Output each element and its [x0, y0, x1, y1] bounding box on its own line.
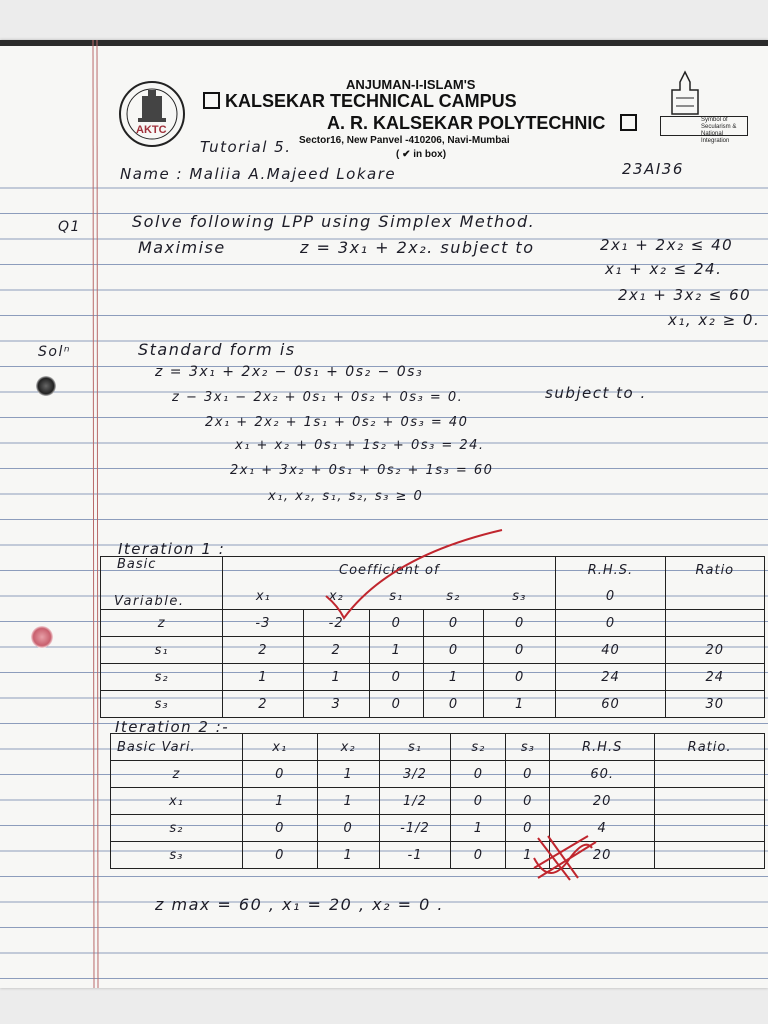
- header-coefficient: Coefficient of: [223, 557, 556, 584]
- red-check-mark: [320, 526, 510, 626]
- margin-line: [93, 40, 94, 988]
- subject-to: subject to .: [545, 384, 647, 402]
- value-cell: 1: [484, 691, 556, 718]
- constraint-3: 2x₁ + 3x₂ ≤ 60: [618, 286, 752, 304]
- basic-cell: z: [101, 610, 223, 637]
- value-cell: -1/2: [379, 815, 451, 842]
- iteration1-row: [101, 691, 765, 718]
- value-cell: 3: [303, 691, 369, 718]
- symbol-text: Symbol of Secularism & National Integration: [701, 117, 737, 144]
- standard-form-line4: x₁ + x₂ + 0s₁ + 1s₂ + 0s₃ = 24.: [235, 438, 485, 453]
- header-basic-1: Basic: [117, 557, 157, 572]
- iteration2-table: [110, 733, 765, 869]
- question-line1: Solve following LPP using Simplex Method.: [132, 212, 536, 231]
- ratio-cell: [655, 815, 765, 842]
- header-basic-2: Variable.: [114, 594, 185, 609]
- standard-form-line3: 2x₁ + 2x₂ + 1s₁ + 0s₂ + 0s₃ = 40: [205, 415, 469, 430]
- iteration2-row: [111, 842, 765, 869]
- value-cell: 0: [451, 842, 506, 869]
- value-cell: 0: [369, 664, 423, 691]
- value-cell: 0: [506, 788, 550, 815]
- basic-cell: s₂: [111, 815, 243, 842]
- standard-form-line2: z − 3x₁ − 2x₂ + 0s₁ + 0s₂ + 0s₃ = 0.: [172, 390, 464, 405]
- ratio-cell: [655, 788, 765, 815]
- solution-label: Solⁿ: [38, 344, 71, 360]
- iteration2-row: [111, 761, 765, 788]
- value-cell: 1: [451, 815, 506, 842]
- standard-form-heading: Standard form is: [138, 340, 296, 359]
- value-cell: 0: [451, 788, 506, 815]
- campus-name-text: KALSEKAR TECHNICAL CAMPUS: [225, 91, 517, 111]
- iteration1-row: [101, 637, 765, 664]
- value-cell: 0: [317, 815, 379, 842]
- value-cell: 1: [317, 842, 379, 869]
- rhs-cell: 60.: [550, 761, 655, 788]
- value-cell: 0: [451, 761, 506, 788]
- col-s2: s₂: [451, 734, 506, 761]
- value-cell: 0: [369, 691, 423, 718]
- question-objective: z = 3x₁ + 2x₂. subject to: [300, 238, 535, 257]
- col-x1: x₁: [242, 734, 317, 761]
- final-answer: z max = 60 , x₁ = 20 , x₂ = 0 .: [155, 895, 444, 914]
- basic-cell: x₁: [111, 788, 243, 815]
- logo-left-text: AKTC: [136, 124, 167, 136]
- iteration2-row: [111, 788, 765, 815]
- value-cell: 1: [242, 788, 317, 815]
- ratio-cell: 20: [665, 637, 764, 664]
- standard-form-line5: 2x₁ + 3x₂ + 0s₁ + 0s₂ + 1s₃ = 60: [230, 463, 494, 478]
- value-cell: 0: [506, 761, 550, 788]
- value-cell: 0: [369, 610, 423, 637]
- value-cell: 1: [423, 664, 483, 691]
- value-cell: 1: [317, 761, 379, 788]
- rhs-cell: 0: [556, 610, 665, 637]
- binder-hole-bottom: [31, 626, 53, 648]
- value-cell: 0: [484, 610, 556, 637]
- col-x2: x₂: [328, 588, 344, 604]
- constraint-1: 2x₁ + 2x₂ ≤ 40: [600, 236, 734, 254]
- value-cell: 0: [242, 815, 317, 842]
- ratio-cell: [655, 842, 765, 869]
- value-cell: 1: [317, 788, 379, 815]
- col-s3: s₃: [506, 734, 550, 761]
- value-cell: -1: [379, 842, 451, 869]
- value-cell: 0: [484, 664, 556, 691]
- value-cell: -2: [303, 610, 369, 637]
- college-logo-left: [118, 80, 186, 148]
- col-s2: s₂: [446, 588, 461, 604]
- iteration1-row: [101, 664, 765, 691]
- value-cell: 1: [506, 842, 550, 869]
- ratio-cell: 24: [665, 664, 764, 691]
- value-cell: 0: [484, 637, 556, 664]
- rhs-cell: 4: [550, 815, 655, 842]
- ratio-cell: [665, 610, 764, 637]
- basic-cell: s₃: [101, 691, 223, 718]
- value-cell: 0: [423, 691, 483, 718]
- rhs-cell: 24: [556, 664, 665, 691]
- value-cell: 2: [223, 637, 303, 664]
- student-name: Name : Maliia A.Majeed Lokare: [120, 165, 397, 183]
- polytechnic-name-text: A. R. KALSEKAR POLYTECHNIC: [327, 113, 606, 133]
- red-scribble-mark: [530, 828, 600, 888]
- col-x2: x₂: [317, 734, 379, 761]
- value-cell: -3: [223, 610, 303, 637]
- value-cell: 3/2: [379, 761, 451, 788]
- rhs-cell: 40: [556, 637, 665, 664]
- header-rhs: R.H.S: [550, 734, 655, 761]
- rhs-head-mark: 0: [556, 583, 665, 610]
- value-cell: 1/2: [379, 788, 451, 815]
- basic-cell: s₃: [111, 842, 243, 869]
- iteration2-title: Iteration 2 :-: [115, 718, 230, 736]
- value-cell: 0: [242, 761, 317, 788]
- col-s1: s₁: [379, 734, 451, 761]
- ratio-cell: [655, 761, 765, 788]
- binder-hole-top: [36, 376, 56, 396]
- value-cell: 0: [423, 637, 483, 664]
- col-s1: s₁: [389, 588, 404, 604]
- question-number: Q1: [58, 219, 81, 235]
- value-cell: 1: [369, 637, 423, 664]
- value-cell: 2: [303, 637, 369, 664]
- header-rhs: R.H.S.: [556, 557, 665, 584]
- header-ratio: Ratio.: [655, 734, 765, 761]
- constraint-2: x₁ + x₂ ≤ 24.: [605, 260, 723, 278]
- iteration2-row: [111, 815, 765, 842]
- standard-form-line6: x₁, x₂, s₁, s₂, s₃ ≥ 0: [268, 489, 424, 504]
- value-cell: 0: [423, 610, 483, 637]
- ratio-cell: 30: [665, 691, 764, 718]
- value-cell: 0: [506, 815, 550, 842]
- rhs-cell: 20: [550, 842, 655, 869]
- header-basic-vari: Basic Vari.: [111, 734, 243, 761]
- question-maximise: Maximise: [138, 238, 226, 257]
- value-cell: 1: [303, 664, 369, 691]
- value-cell: 1: [223, 664, 303, 691]
- basic-cell: s₂: [101, 664, 223, 691]
- college-logo-right: [660, 70, 710, 118]
- header-ratio: Ratio: [665, 557, 764, 584]
- value-cell: 2: [223, 691, 303, 718]
- in-box-note: ( ✔ in box): [396, 149, 447, 160]
- checkbox-polytechnic[interactable]: [620, 114, 637, 131]
- col-x1: x₁: [255, 588, 271, 604]
- iteration1-title: Iteration 1 :: [118, 540, 226, 558]
- tutorial-title: Tutorial 5.: [200, 138, 292, 156]
- rhs-cell: 60: [556, 691, 665, 718]
- value-cell: 0: [242, 842, 317, 869]
- margin-line: [97, 40, 98, 988]
- iteration2-header-row: [111, 734, 765, 761]
- col-s3: s₃: [512, 588, 527, 604]
- roll-number: 23AI36: [622, 160, 684, 178]
- polytechnic-name: [327, 113, 637, 134]
- campus-name: [203, 91, 517, 112]
- checkbox-campus[interactable]: [203, 92, 220, 109]
- basic-cell: z: [111, 761, 243, 788]
- basic-cell: s₁: [101, 637, 223, 664]
- symbol-box: [660, 116, 748, 144]
- rhs-cell: 20: [550, 788, 655, 815]
- constraint-4: x₁, x₂ ≥ 0.: [668, 311, 761, 329]
- standard-form-line1: z = 3x₁ + 2x₂ − 0s₁ + 0s₂ − 0s₃: [155, 364, 424, 380]
- trust-name: ANJUMAN-I-ISLAM'S: [346, 77, 476, 92]
- notebook-page: [0, 40, 768, 988]
- college-address: Sector16, New Panvel -410206, Navi-Mumbai: [299, 135, 510, 146]
